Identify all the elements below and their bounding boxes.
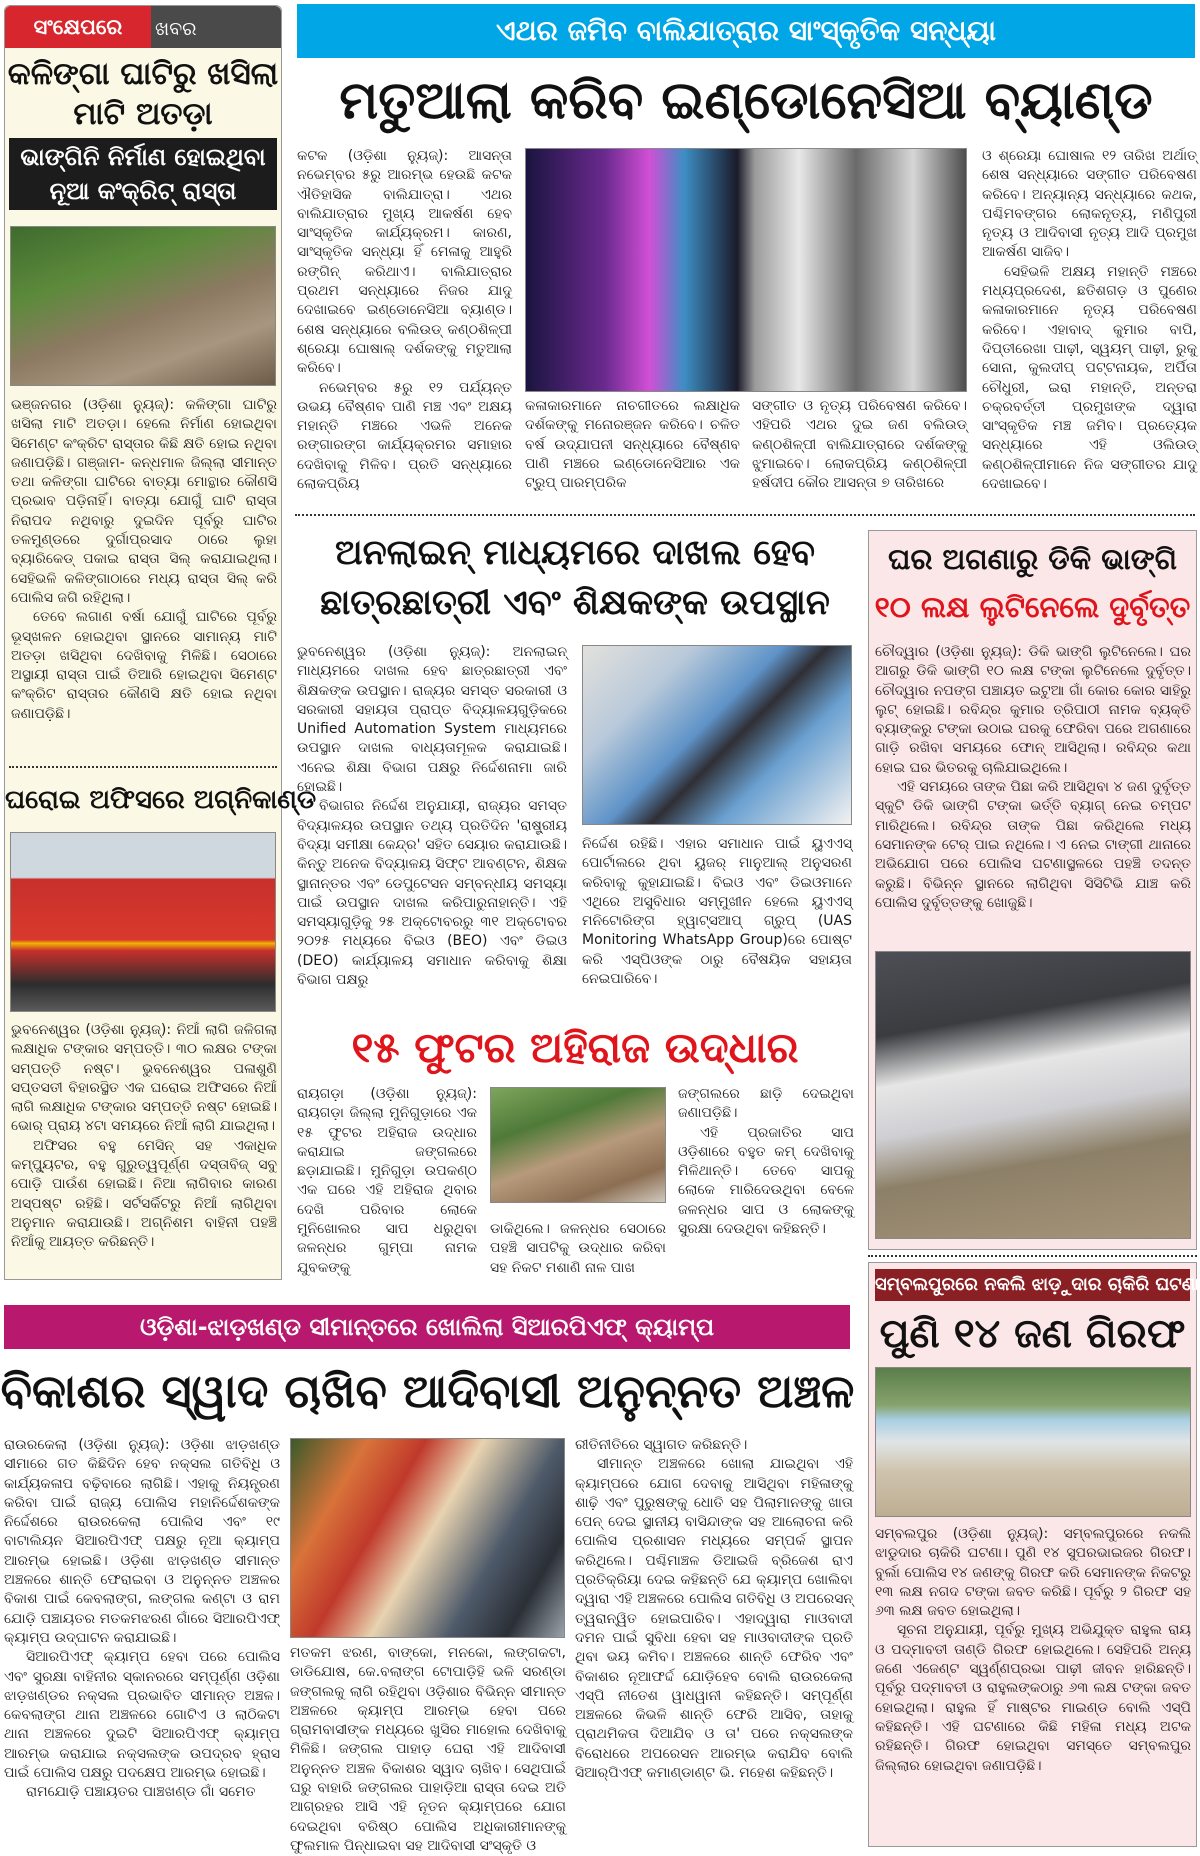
attendance-headline: ଅନଲାଇନ୍ ମାଧ୍ୟମରେ ଦାଖଲ ହେବ ଛାତ୍ରଛାତ୍ରୀ ଏବଂ ଶିକ୍ଷକଙ୍କ ଉପସ୍ଥାନ xyxy=(320,533,830,623)
python-col3: ଜଙ୍ଗଲରେ ଛାଡ଼ି ଦେଇଥିବା ଜଣାପଡ଼ିଛି। ଏହି ପ୍ରଜାତିର ସାପ ଓଡ଼ିଶାରେ ବହୁତ କମ୍ ଦେଖିବାକୁ ମିଳିଥାନ୍ତି। ତେବେ ସାପକୁ ଲୋକେ ମାରିଦେଉଥିବା ବେଳେ ଜଳନ୍ଧର ସାପ ଓ ଲୋକଙ୍କୁ ସୁରକ୍ଷା ଦେଉଥିବା କହିଛନ୍ତି। xyxy=(678,1086,854,1238)
attendance-col1: ଭୁବନେଶ୍ୱର (ଓଡ଼ିଶା ନ୍ୟୁଜ୍): ଅନଲାଇନ୍ ମାଧ୍ୟମରେ ଦାଖଲ ହେବ ଛାତ୍ରଛାତ୍ରୀ ଏବଂ ଶିକ୍ଷକଙ୍କ ଉପସ୍ଥାନ। ରାଜ୍ୟର ସମସ୍ତ ସରକାରୀ ଓ ସରକାରୀ ସହାୟତା ପ୍ରାପ୍ତ ବିଦ୍ୟାଳୟଗୁଡ଼ିକରେ Unified Automation System ମାଧ୍ୟମରେ ଉପସ୍ଥାନ ଦାଖଲ ବାଧ୍ୟତାମୂଳକ କରାଯାଇଛି। ଏନେଇ ଶିକ୍ଷା ବିଭାଗ ପକ୍ଷରୁ ନିର୍ଦ୍ଦେଶନାମା ଜାରି ହୋଇଛି। ବିଭାଗର ନିର୍ଦ୍ଦେଶ ଅନୁଯାୟୀ, ରାଜ୍ୟର ସମସ୍ତ ବିଦ୍ୟାଳୟର ଉପସ୍ଥାନ ତଥ୍ୟ ପ୍ରତିଦିନ 'ରାଷ୍ଟ୍ରୀୟ ବିଦ୍ୟା ସମୀକ୍ଷା କେନ୍ଦ୍ର' ସହିତ ସେୟାର କରାଯାଉଛି। କିନ୍ତୁ ଅନେକ ବିଦ୍ୟାଳୟ ସିଫ୍ଟ ଆବଣ୍ଟନ, ଶିକ୍ଷକ ସ୍ଥାନାନ୍ତର ଏବଂ ଡେପୁଟେସନ ସମ୍ବନ୍ଧୀୟ ସମସ୍ୟା ପାଇଁ ଉପସ୍ଥାନ ଦାଖଲ କରିପାରୁନାହାନ୍ତି। ଏହି ସମସ୍ୟାଗୁଡ଼ିକୁ ୨୫ ଅକ୍ଟୋବରରୁ ୩୧ ଅକ୍ଟୋବର ୨୦୨୫ ମଧ୍ୟରେ ବିଇଓ (BEO) ଏବଂ ଡିଇଓ (DEO) କାର୍ଯ୍ୟାଳୟ ସମାଧାନ କରିବାକୁ ଶିକ୍ଷା ବିଭାଗ ପକ୍ଷରୁ xyxy=(297,644,567,989)
top-story-headline: ମତୁଆଲା କରିବ ଇଣ୍ଡୋନେସିଆ ବ୍ୟାଣ୍ଡ xyxy=(339,71,1153,131)
crpf-col2: ମତକମ ଝରଣ, ବାଙ୍କୋ, ମନକୋ, ଲଙ୍ଗକଟା, ଡାଡିଯୋଷ, କେ.ବଲାଙ୍ଗ ଟୋପାଡ଼ିହି ଭଳି ସରଣ୍ଡା ଜଙ୍ଗଲକୁ ଲାଗି ରହିଥିବା ଓଡ଼ିଶାର ବିଭିନ୍ନ ସୀମାନ୍ତ ଅଞ୍ଚଳରେ କ୍ୟାମ୍ପ ଆରମ୍ଭ ହେବା ପରେ ଗ୍ରାମବାସୀଙ୍କ ମଧ୍ୟରେ ଖୁସିର ମାହୋଲ ଦେଖିବାକୁ ମିଳିଛି। ଜଙ୍ଗଲ ପାହାଡ଼ ଘେରା ଏହି ଆଦିବାସୀ ଅନୁନ୍ନତ ଅଞ୍ଚଳ ବିକାଶର ସ୍ୱାଦ ଚାଖିବ। ସେଥିପାଇଁ ଘରୁ ବାହାରି ଜଙ୍ଗଲର ପାହାଡ଼ିଆ ରାସ୍ତା ଦେଇ ଅତି ଆଗ୍ରହର ଆସି ଏହି ନୂତନ କ୍ୟାମ୍ପରେ ଯୋଗ ଦେଇଥିବା ବରିଷ୍ଠ ପୋଲିସ ଅଧିକାରୀମାନଙ୍କୁ ଫୁଲମାଳ ପିନ୍ଧାଇବା ସହ ଆଦିବାସୀ ସଂସ୍କୃତି ଓ xyxy=(290,1645,566,1854)
top-story-col2: କଳାକାରମାନେ ନାଚଗୀତରେ ଲକ୍ଷାଧିକ ଦର୍ଶକଙ୍କୁ ମନୋରଞ୍ଜନ କରିବେ। ଚଳିତ ବର୍ଷ ଉଦ୍‌ଯାପନୀ ସନ୍ଧ୍ୟାରେ ବୈଷ୍ଣବ ପାଣି ମଞ୍ଚରେ ଇଣ୍ଡୋନେସିଆର ଏକ ଟ୍ରୁପ୍ ପାରମ୍ପରିକ xyxy=(525,398,740,492)
crpf-col3: ରୀତିନୀତିରେ ସ୍ୱାଗତ କରିଛନ୍ତି। ସୀମାନ୍ତ ଅଞ୍ଚଳରେ ଖୋଲା ଯାଇଥିବା ଏହି କ୍ୟାମ୍ପରେ ଯୋଗ ଦେବାକୁ ଆସିଥିବା ମହିଳାଙ୍କୁ ଶାଢ଼ି ଏବଂ ପୁରୁଷଙ୍କୁ ଧୋତି ସହ ପିଲାମାନଙ୍କୁ ଖାତା ପେନ୍ ଦେଇ ସ୍ଥାନୀୟ ବାସିନ୍ଦାଙ୍କ ସହ ଆଲୋଚନା କରି ପୋଲିସ ପ୍ରଶାସନ ମଧ୍ୟରେ ସମ୍ପର୍କ ସ୍ଥାପନ କରିଥିଲେ। ପଶ୍ଚିମାଞ୍ଚଳ ଡିଆଇଜି ବ୍ରିଜେଶ ରାଏ ପ୍ରତିକ୍ରିୟା ଦେଇ କହିଛନ୍ତି ଯେ କ୍ୟାମ୍ପ ଖୋଲିବା ଦ୍ୱାରା ଏହି ଅଞ୍ଚଳରେ ପୋଲିସ ଗତିବିଧି ଓ ଅପରେସନ୍ ତ୍ୱରାନ୍ୱିତ ହୋଇପାରିବ। ଏହାଦ୍ୱାରା ମାଓବାଦୀ ଦମନ ପାଇଁ ସୁବିଧା ହେବା ସହ ମାଓବାଦୀଙ୍କ ପ୍ରତି ଥିବା ଭୟ କମିବ। ଅଞ୍ଚଳରେ ଶାନ୍ତି ଫେରିବ ଏବଂ ବିକାଶର ନୂଆଫର୍ଦ୍ଦ ଯୋଡ଼ିହେବ ବୋଲି ରାଉରକେଲା ଏସ୍‌ପି ନୀତେଶ ୱାଧୱାନୀ କହିଛନ୍ତି। ସମ୍ପୂର୍ଣ୍ଣ ଅଞ୍ଚଳରେ କିଭଳି ଶାନ୍ତି ଫେରି ଆସିବ, ତାହାକୁ ପ୍ରାଥମିକତା ଦିଆଯିବ ଓ ତା' ପରେ ନକ୍ସଲଙ୍କ ବିରୋଧରେ ଅପରେସନ ଆରମ୍ଭ କରାଯିବ ବୋଲି ସିଆର୍‌ପିଏଫ୍ କମାଣ୍ଡାଣ୍ଟ ଭି. ମହେଶ କହିଛନ୍ତି। xyxy=(575,1437,853,1782)
brief-landslide-body: ଭଞ୍ଜନଗର (ଓଡ଼ିଶା ନ୍ୟୁଜ୍): କଳିଙ୍ଗା ଘାଟିରୁ ଖସିଲା ମାଟି ଅତଡ଼ା। ହେଲେ ନିର୍ମାଣ ହୋଇଥିବା ସିମେଣ୍ଟ କଂକ୍ରିଟ ରାସ୍ତାର କିଛି କ୍ଷତି ହୋଇ ନଥିବା ଜଣାପଡ଼ିଛି। ଗଞ୍ଜାମ- କନ୍ଧମାଳ ଜିଲ୍ଲା ସୀମାନ୍ତ ତଥା କଳିଙ୍ଗା ଘାଟିରେ ବାତ୍ୟା ମୋନ୍ଥାର କୌଣସି ପ୍ରଭାବ ପଡ଼ିନାହିଁ। ବାତ୍ୟା ଯୋଗୁଁ ଘାଟି ରାସ୍ତା ନିରାପଦ ନଥିବାରୁ ଦୁଇଦିନ ପୂର୍ବରୁ ଘାଟିର ତଳମୁଣ୍ଡରେ ଦୁର୍ଗାପ୍ରସାଦ ଠାରେ ଲୁହା ବ୍ୟାରିକେଡ୍ ପକାଇ ରାସ୍ତା ସିଲ୍ କରାଯାଇଥିଲା। ସେହିଭଳି କଳିଙ୍ଗାଠାରେ ମଧ୍ୟ ରାସ୍ତା ସିଲ୍ କରି ପୋଲିସ ଜଗି ରହିଥିଲା। ତେବେ ଲଗାଣ ବର୍ଷା ଯୋଗୁଁ ଘାଟିରେ ପୂର୍ବରୁ ଭୂସ୍ଖଳନ ହୋଇଥିବା ସ୍ଥାନରେ ସାମାନ୍ୟ ମାଟି ଅତଡ଼ା ଖସିଥିବା ଦେଖିବାକୁ ମିଳିଛି। ସେଠାରେ ଅସ୍ଥାୟୀ ରାସ୍ତା ପାଇଁ ତିଆରି ହୋଇଥିବା ସିମେଣ୍ଟ କଂକ୍ରିଟ ରାସ୍ତାର କୌଣସି କ୍ଷତି ହୋଇ ନଥିବା ଜଣାପଡ଼ିଛି। xyxy=(11,397,277,722)
python-col1: ରାୟଗଡ଼ା (ଓଡ଼ିଶା ନ୍ୟୁଜ୍): ରାୟଗଡ଼ା ଜିଲ୍ଲା ମୁନିଗୁଡ଼ାରେ ଏକ ୧୫ ଫୁଟର ଅହିରାଜ ଉଦ୍ଧାର କରାଯାଇ ଜଙ୍ଗଲରେ ଛଡ଼ାଯାଇଛି। ମୁନିଗୁଡ଼ା ଉପକଣ୍ଠ ଏକ ଘରେ ଏହି ଅହିରାଜ ଥିବାର ଦେଖି ପରିବାର ଲୋକେ ମୁନିଖୋଲର ସାପ ଧରୁଥିବା ଜଳନ୍ଧର ଗୁମ୍ପା ନାମକ ଯୁବକଙ୍କୁ xyxy=(297,1086,477,1276)
scooter-photo xyxy=(875,951,1191,1239)
sambalpur-box xyxy=(868,1262,1200,1847)
brief-fire-body: ଭୁବନେଶ୍ୱର (ଓଡ଼ିଶା ନ୍ୟୁଜ୍): ନିଆଁ ଲାଗି ଜଳିଗଲା ଲକ୍ଷାଧିକ ଟଙ୍କାର ସମ୍ପତ୍ତି। ୩୦ ଲକ୍ଷର ଟଙ୍କା ସମ୍ପତ୍ତି ନଷ୍ଟ। ଭୁବନେଶ୍ୱର ପଳାଶୁଣି ସପ୍ତସତୀ ବିହାରସ୍ଥିତ ଏକ ଘରୋଇ ଅଫିସରେ ନିଆଁ ଲାଗି ଲକ୍ଷାଧିକ ଟଙ୍କାର ସମ୍ପତ୍ତି ନଷ୍ଟ ହୋଇଛି। ଭୋର୍ ପ୍ରାୟ ୪ଟା ସମୟରେ ନିଆଁ ଲାଗି ଯାଇଥିଲା। ଅଫିସର ବହୁ ମେସିନ୍ ସହ ଏକାଧିକ କମ୍ପ୍ୟୁଟର, ବହୁ ଗୁରୁତ୍ୱପୂର୍ଣ୍ଣ ଦସ୍ତାବିଜ୍ ସବୁ ପୋଡ଼ି ପାଉଁଶ ହୋଇଛି। ନିଆ ଲାଗିବାର କାରଣ ଅସ୍ପଷ୍ଟ ରହିଛି। ସର୍ଟସର୍କିଟରୁ ନିଆଁ ଲାଗିଥିବା ଅନୁମାନ କରାଯାଉଛି। ଅଗ୍ନିଶମ ବାହିନୀ ପହଞ୍ଚି ନିଆଁକୁ ଆୟତ୍ତ କରିଛନ୍ତି। xyxy=(11,1022,277,1251)
sambalpur-photo xyxy=(875,1367,1191,1517)
python-headline: ୧୫ ଫୁଟର ଅହିରାଜ ଉଦ୍ଧାର xyxy=(351,1023,799,1072)
top-story-kicker: ଏଥର ଜମିବ ବାଲିଯାତ୍ରାର ସାଂସ୍କୃତିକ ସନ୍ଧ୍ୟା xyxy=(297,4,1195,58)
brief-headline-landslide: କଳିଙ୍ଗା ଘାଟିରୁ ଖସିଲା ମାଟି ଅତଡ଼ା xyxy=(7,56,279,132)
crpf-col1: ରାଉରକେଲା (ଓଡ଼ିଶା ନ୍ୟୁଜ୍): ଓଡ଼ିଶା ଝାଡ଼ଖଣ୍ଡ ସୀମାରେ ଗତ କିଛିଦିନ ହେବ ନକ୍ସଲ ଗତିବିଧି ଓ କାର୍ଯ୍ୟକଳାପ ବଢ଼ିବାରେ ଲାଗିଛି। ଏହାକୁ ନିୟନ୍ତ୍ରଣ କରିବା ପାଇଁ ରାଜ୍ୟ ପୋଲିସ ମହାନିର୍ଦ୍ଦେଶକଙ୍କ ନିର୍ଦ୍ଦେଶରେ ରାଉରକେଲା ପୋଲିସ ଏବଂ ୧୯ ବାଟାଲିୟନ ସିଆରପିଏଫ୍ ପକ୍ଷରୁ ନୂଆ କ୍ୟାମ୍ପ ଆରମ୍ଭ ହୋଇଛି। ଓଡ଼ିଶା ଝାଡ଼ଖଣ୍ଡ ସୀମାନ୍ତ ଅଞ୍ଚଳରେ ଶାନ୍ତି ଫେରାଇବା ଓ ଅନୁନ୍ନତ ଅଞ୍ଚଳର ବିକାଶ ପାଇଁ କେବଲାଙ୍ଗ, ଲଙ୍ଗଲ କଣ୍ଟା ଓ ରାମ ଯୋଡ଼ି ପଞ୍ଚାୟତର ମତକମଝରଣ ଗାଁରେ ସିଆରପିଏଫ୍ କ୍ୟାମ୍ପ ଉଦ୍‌ଘାଟନ କରାଯାଇଛି। ସିଆରପିଏଫ୍ କ୍ୟାମ୍ପ ହେବା ପରେ ପୋଲିସ ଏବଂ ସୁରକ୍ଷା ବାହିନୀର ସ୍କାନରରେ ସମ୍ପୂର୍ଣ୍ଣ ଓଡ଼ିଶା ଝାଡ଼ଖଣ୍ଡର ନକ୍ସଲ ପ୍ରଭାବିତ ସୀମାନ୍ତ ଅଞ୍ଚଳ। କେବଲାଙ୍ଗ ଥାନା ଅଞ୍ଚଳରେ ଗୋଟିଏ ଓ ଲାଠିକଟା ଥାନା ଅଞ୍ଚଳରେ ଦୁଇଟି ସିଆରପିଏଫ୍ କ୍ୟାମ୍ପ ଆରମ୍ଭ କରାଯାଇ ନକ୍ସଲଙ୍କ ଉପଦ୍ରବ ହ୍ରାସ ପାଇଁ ପୋଲିସ ପକ୍ଷରୁ ପଦକ୍ଷେପ ଆରମ୍ଭ ହୋଇଛି। ରାମଯୋଡ଼ି ପଞ୍ଚାୟତର ପାଞ୍ଚଖଣ୍ଡ ଗାଁ ସମେତ xyxy=(4,1437,280,1801)
attendance-col2: ନିର୍ଦ୍ଦେଶ ରହିଛି। ଏହାର ସମାଧାନ ପାଇଁ ୟୁଏଏସ୍ ପୋର୍ଟାଲରେ ଥିବା ୟୁଜର୍ ମାନୁଆଲ୍ ଅନୁସରଣ କରିବାକୁ କୁହାଯାଇଛି। ବିଇଓ ଏବଂ ଡିଇଓମାନେ ଏଥିରେ ଅସୁବିଧାର ସମ୍ମୁଖୀନ ହେଲେ ୟୁଏଏସ୍ ମନିଟୋରିଙ୍ଗ ହ୍ୱାଟ୍ସଆପ୍ ଗ୍ରୁପ୍ (UAS Monitoring WhatsApp Group)ରେ ପୋଷ୍ଟ କରି ଏସ୍‌ପିଓଙ୍କ ଠାରୁ ବୈଷୟିକ ସହାୟତା ନେଇପାରିବେ। xyxy=(582,836,852,988)
robbery-headline: ଘର ଅଗଣାରୁ ଡିକି ଭାଙ୍ଗି ୧୦ ଲକ୍ଷ ଲୁଟିନେଲେ ଦୁର୍ବୃତ୍ତ xyxy=(874,542,1191,624)
crpf-camp-photo xyxy=(290,1438,565,1638)
students-photo xyxy=(582,645,852,825)
sambalpur-headline: ପୁଣି ୧୪ ଜଣ ଗିରଫ xyxy=(879,1311,1186,1357)
brief-headline-fire: ଘରୋଇ ଅଫିସରେ ଅଗ୍ନିକାଣ୍ଡ xyxy=(5,785,317,815)
brief-tab-primary: ସଂକ୍ଷେପରେ xyxy=(5,6,151,48)
sambalpur-kicker: ସମ୍ବଲପୁରରେ ନକଲି ଝାଡ଼ୁଦାର ଚାକିରି ଘଟଣା xyxy=(875,1269,1190,1301)
concert-photo xyxy=(525,148,967,392)
sambalpur-body: ସମ୍ବଲପୁର (ଓଡ଼ିଶା ନ୍ୟୁଜ୍): ସମ୍ବଲପୁରରେ ନକଲି ଝାଡୁଦାର ଚାକିରି ଘଟଣା। ପୁଣି ୧୪ ସୁପରଭାଇଜର ଗିରଫ। ବୁର୍ଲା ପୋଲିସ ୧୪ ଜଣଙ୍କୁ ଗିରଫ କରି ସେମାନଙ୍କ ନିକଟରୁ ୧୩ ଲକ୍ଷ ନଗଦ ଟଙ୍କା ଜବତ କରିଛି। ପୂର୍ବରୁ ୨ ଗିରଫ ସହ ୬୩ ଲକ୍ଷ ଜବତ ହୋଇଥିଲା। ସୂଚନା ଅନୁଯାୟୀ, ପୂର୍ବରୁ ମୁଖ୍ୟ ଅଭିଯୁକ୍ତ ରାହୁଲ ରାୟ ଓ ପଦ୍ମାବତୀ ତାଣ୍ଡି ଗିରଫ ହୋଇଥିଲେ। ସେହିପରି ଅନ୍ୟ ଜଣେ ଏଜେଣ୍ଟ ସ୍ୱର୍ଣ୍ଣପ୍ରଭା ପାଢ଼ୀ ଜୀବନ ହାରିଛନ୍ତି। ପୂର୍ବରୁ ପଦ୍ମାବତୀ ଓ ରାହୁଲଙ୍କଠାରୁ ୬୩ ଲକ୍ଷ ଟଙ୍କା ଜବତ ହୋଇଥିଲା। ରାହୁଲ ହିଁ ମାଷ୍ଟର ମାଇଣ୍ଡ ବୋଲି ଏସ୍‌ପି କହିଛନ୍ତି। ଏହି ଘଟଣାରେ କିଛି ମହିଳା ମଧ୍ୟ ଅଟକ ରହିଛନ୍ତି। ଗିରଫ ହୋଇଥିବା ସମସ୍ତେ ସମ୍ବଲପୁର ଜିଲ୍ଲାର ହୋଇଥିବା ଜଣାପଡ଼ିଛି। xyxy=(875,1526,1191,1774)
section-divider xyxy=(295,514,1195,516)
sambalpur-divider xyxy=(868,1255,1197,1257)
brief-subheadline-landslide: ଭାଙ୍ଗିନି ନିର୍ମାଣ ହୋଇଥିବା ନୂଆ କଂକ୍ରିଟ୍ ରାସ୍ତା xyxy=(9,138,277,210)
robbery-box xyxy=(868,530,1197,1250)
brief-news-panel xyxy=(4,5,317,1280)
robbery-body: ଚୌଦ୍ୱାର (ଓଡ଼ିଶା ନ୍ୟୁଜ୍): ଡିକି ଭାଙ୍ଗି ଲୁଟିନେଲେ। ଘର ଆଗରୁ ଡିକି ଭାଙ୍ଗି ୧୦ ଲକ୍ଷ ଟଙ୍କା ଲୁଟିନେଲେ ଦୁର୍ବୃତ୍ତ। ଚୌଦ୍ୱାର ନପଙ୍ଗ ପଞ୍ଚାୟତ ଇଟୁଆ ଗାଁ କୋର କୋର ସାହିରୁ ଲୁଟ୍ ହୋଇଛି। ରବିନ୍ଦ୍ର କୁମାର ତ୍ରିପାଠୀ ନାମକ ବ୍ୟକ୍ତି ବ୍ୟାଙ୍କରୁ ଟଙ୍କା ଉଠାଇ ଘରକୁ ଫେରିବା ପରେ ଅଗଣାରେ ଗାଡ଼ି ରଖିବା ସମୟରେ ଫୋନ୍ ଆସିଥିଲା। ରବିନ୍ଦ୍ର କଥା ହୋଇ ଘର ଭିତରକୁ ଚାଲିଯାଇଥିଲେ। ଏହି ସମୟରେ ତାଙ୍କ ପିଛା କରି ଆସିଥିବା ୪ ଜଣ ଦୁର୍ବୃତ୍ତ ସ୍କୁଟି ଡିକି ଭାଙ୍ଗି ଟଙ୍କା ଭର୍ତ୍ତି ବ୍ୟାଗ୍ ନେଇ ଚମ୍ପଟ ମାରିଥିଲେ। ରବିନ୍ଦ୍ର ତାଙ୍କ ପିଛା କରିଥିଲେ ମଧ୍ୟ ସେମାନଙ୍କ ଟେର୍ ପାଇ ନଥିଲେ। ଏ ନେଇ ଟାଙ୍ଗୀ ଥାନାରେ ଅଭିଯୋଗ ପରେ ପୋଲିସ ଘଟଣାସ୍ଥଳରେ ପହଞ୍ଚି ତଦନ୍ତ କରୁଛି। ବିଭିନ୍ନ ସ୍ଥାନରେ ଲାଗିଥିବା ସିସିଟିଭି ଯାଞ୍ଚ କରି ପୋଲିସ ଦୁର୍ବୃତ୍ତଙ୍କୁ ଖୋଜୁଛି। xyxy=(875,644,1191,911)
crpf-kicker: ଓଡ଼ିଶା-ଝାଡ଼ଖଣ୍ଡ ସୀମାନ୍ତରେ ଖୋଲିଲା ସିଆରପିଏଫ୍ କ୍ୟାମ୍ପ xyxy=(4,1305,850,1349)
top-story-col3: ସଙ୍ଗୀତ ଓ ନୃତ୍ୟ ପରିବେଷଣ କରିବେ। ଏହିପରି ଏଥର ଦୁଇ ଜଣ ବଲିଉଡ୍ କଣ୍ଠଶିଳ୍ପୀ ବାଲିଯାତ୍ରାରେ ଦର୍ଶକଙ୍କୁ ଝୁମାଇବେ। ଲୋକପ୍ରିୟ କଣ୍ଠଶିଳ୍ପୀ ହର୍ଷଦୀପ କୌର ଆସନ୍ତା ୭ ତାରିଖରେ xyxy=(752,398,967,492)
python-photo xyxy=(490,1087,666,1203)
landslide-photo xyxy=(10,226,276,386)
fire-truck-photo xyxy=(10,832,276,1012)
crpf-headline: ବିକାଶର ସ୍ୱାଦ ଚାଖିବ ଆଦିବାସୀ ଅନୁନ୍ନତ ଅଞ୍ଚଳ xyxy=(0,1364,855,1418)
brief-tab-secondary: ଖବର xyxy=(155,18,197,40)
top-story-col4: ଓ ଶ୍ରେୟା ଘୋଷାଲ ୧୨ ତାରିଖ ଅର୍ଥାତ୍ ଶେଷ ସନ୍ଧ୍ୟାରେ ସଙ୍ଗୀତ ପରିବେଷଣ କରିବେ। ଅନ୍ୟାନ୍ୟ ସନ୍ଧ୍ୟାରେ କଥକ, ପଶ୍ଚିମବଙ୍ଗର ଲୋକନୃତ୍ୟ, ମଣିପୁରୀ ନୃତ୍ୟ ଓ ଆଦିବାସୀ ନୃତ୍ୟ ଆଦି ପ୍ରମୁଖ ଆକର୍ଷଣ ସାଜିବ। ସେହିଭଳି ଅକ୍ଷୟ ମହାନ୍ତି ମଞ୍ଚରେ ମଧ୍ୟପ୍ରଦେଶ, ଛତିଶଗଡ଼ ଓ ପୁଣେର କଳାକାରମାନେ ନୃତ୍ୟ ପରିବେଷଣ କରିବେ। ଏହାବାଦ୍ କୁମାର ବାପି, ଦିପ୍ତୀରେଖା ପାଢ଼ୀ, ସ୍ୱୟମ୍ ପାଢ଼ୀ, ରୁକୁ ସୋନା, କୁଲଦୀପ୍ ପଟ୍ଟନାୟକ, ଅର୍ପିତା ଚୌଧୁରୀ, ଇରା ମହାନ୍ତି, ଅନ୍ତରା ଚକ୍ରବର୍ତ୍ତୀ ପ୍ରମୁଖଙ୍କ ଦ୍ୱାରା ସାଂସ୍କୃତିକ ମଞ୍ଚ ଜମିବ। ପ୍ରତ୍ୟେକ ସନ୍ଧ୍ୟାରେ ଏହି ଓଲିଉଡ୍ କଣ୍ଠଶିଳ୍ପୀମାନେ ନିଜ ସଙ୍ଗୀତର ଯାଦୁ ଦେଖାଇବେ। xyxy=(982,148,1197,493)
top-story-col1: କଟକ (ଓଡ଼ିଶା ନ୍ୟୁଜ୍): ଆସନ୍ତା ନଭେମ୍ବର ୫ରୁ ଆରମ୍ଭ ହେଉଛି କଟକ ଐତିହାସିକ ବାଲିଯାତ୍ରା। ଏଥର ବାଲିଯାତ୍ରାର ମୁଖ୍ୟ ଆକର୍ଷଣ ହେବ ସାଂସ୍କୃତିକ କାର୍ଯ୍ୟକ୍ରମ। କାରଣ, ସାଂସ୍କୃତିକ ସନ୍ଧ୍ୟା ହିଁ ମେଳାକୁ ଆହୁରି ରଙ୍ଗିନ୍ କରିଥାଏ। ବାଲିଯାତ୍ରାର ପ୍ରଥମ ସନ୍ଧ୍ୟାରେ ନିଜର ଯାଦୁ ଦେଖାଇବେ ଇଣ୍ଡୋନେସିଆ ବ୍ୟାଣ୍ଡ। ଶେଷ ସନ୍ଧ୍ୟାରେ ବଲିଉଡ୍ କଣ୍ଠଶିଳ୍ପୀ ଶ୍ରେୟା ଘୋଷାଲ୍ ଦର୍ଶକଙ୍କୁ ମତୁଆଲା କରିବେ। ନଭେମ୍ବର ୫ରୁ ୧୨ ପର୍ଯ୍ୟନ୍ତ ଉଭୟ ବୈଷ୍ଣବ ପାଣି ମଞ୍ଚ ଏବଂ ଅକ୍ଷୟ ମହାନ୍ତି ମଞ୍ଚରେ ଏଭଳି ଅନେକ ରଙ୍ଗାରଙ୍ଗ କାର୍ଯ୍ୟକ୍ରମର ସମାହାର ଦେଖିବାକୁ ମିଳିବ। ପ୍ରତି ସନ୍ଧ୍ୟାରେ ଲୋକପ୍ରିୟ xyxy=(297,148,512,493)
brief-divider xyxy=(9,766,277,768)
python-col2: ଡାକିଥିଲେ। ଜଳନ୍ଧର ସେଠାରେ ପହଞ୍ଚି ସାପଟିକୁ ଉଦ୍ଧାର କରିବା ସହ ନିକଟ ମଶାଣି ନାଳ ପାଖ xyxy=(490,1221,666,1276)
